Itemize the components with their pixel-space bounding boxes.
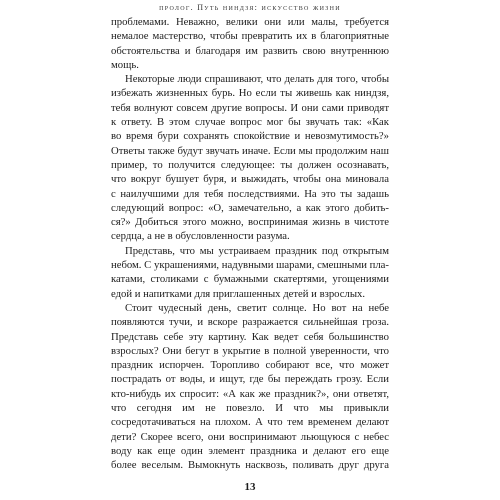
text-line: кто-нибудь их спросит: «А как же праздник?», они ответят, xyxy=(111,387,389,400)
text-line: к ответу. В этом случае вопрос мог бы звучать так: «Как xyxy=(111,116,389,129)
text-line: взрослых? Они бегут в укрытие в полной уверенности, что xyxy=(111,344,389,357)
text-line: мощь. xyxy=(111,58,139,71)
text-line: катами, столиками с бумажными скатертями, угощениями xyxy=(111,273,389,286)
paragraph-2 xyxy=(111,72,389,244)
running-header: пролог. Путь ниндзя: искусство жизни xyxy=(159,3,341,12)
text-line: более веселым. Вымокнуть насквозь, поливать друг друга xyxy=(111,459,389,472)
text-line: Стоит чудесный день, светит солнце. Но вот на небе xyxy=(125,301,389,314)
text-line: появляются тучи, и вскоре разражается сильнейшая гроза. xyxy=(111,316,389,329)
text-line: Ответы также будут звучать иначе. Если мы продолжим наш xyxy=(111,144,389,157)
text-line: обстоятельства и благодаря им развить свою внутреннюю xyxy=(111,44,389,57)
text-line: тебя волнуют совсем другие вопросы. И они сами приводят xyxy=(111,101,389,114)
body-text xyxy=(111,15,389,473)
page-number: 13 xyxy=(244,481,256,493)
text-line: дети? Скорее всего, они воспринимают льющуюся с небес xyxy=(111,430,389,443)
text-line: во время бури сохранять спокойствие и невозмутимость?» xyxy=(111,130,389,143)
text-line: пострадать от воды, и ищут, где бы переждать грозу. Если xyxy=(111,373,389,386)
text-line: небом. С украшениями, надувными шарами, смешными пла- xyxy=(111,259,389,272)
paragraph-1 xyxy=(111,15,389,72)
text-line: что вокруг бушует буря, и выжидать, чтобы она миновала xyxy=(111,173,389,186)
text-line: Некоторые люди спрашивают, что делать для того, чтобы xyxy=(125,73,389,86)
paragraph-4 xyxy=(111,301,389,473)
text-line: ся?» Добиться этого можно, воспринимая жизнь в чистоте xyxy=(111,216,389,229)
text-line: проблемами. Неважно, велики они или малы, требуется xyxy=(111,16,389,28)
text-line: праздник испорчен. Торопливо собирают все, что может xyxy=(111,359,389,372)
text-line: избежать жизненных бурь. Но если ты живешь как ниндзя, xyxy=(111,87,389,100)
text-line: что сегодня им не повезло. И что мы привыкли xyxy=(111,402,389,415)
text-line: едой и напитками для приглашенных детей и взрослых. xyxy=(111,287,366,300)
text-line: Представь себе эту картину. Как ведет себя большинство xyxy=(111,330,389,343)
text-line: Представь, что мы устраиваем праздник под открытым xyxy=(125,244,389,257)
text-line: сердца, а не в обусловленности разума. xyxy=(111,230,290,243)
text-line: пример, то получится следующее: ты должен осознавать, xyxy=(111,158,389,171)
text-line: немалое мастерство, чтобы превратить их в благоприятные xyxy=(111,30,389,43)
text-line: следующий вопрос: «О, замечательно, а как этого добить- xyxy=(111,201,389,214)
text-line: с наилучшими для тебя последствиями. На это ты задашь xyxy=(111,187,389,200)
paragraph-3 xyxy=(111,244,389,301)
text-line: сосредотачиваться на плохом. А что тем временем делают xyxy=(111,416,389,429)
text-line: воду как еще один элемент праздника и делают его еще xyxy=(111,444,389,457)
